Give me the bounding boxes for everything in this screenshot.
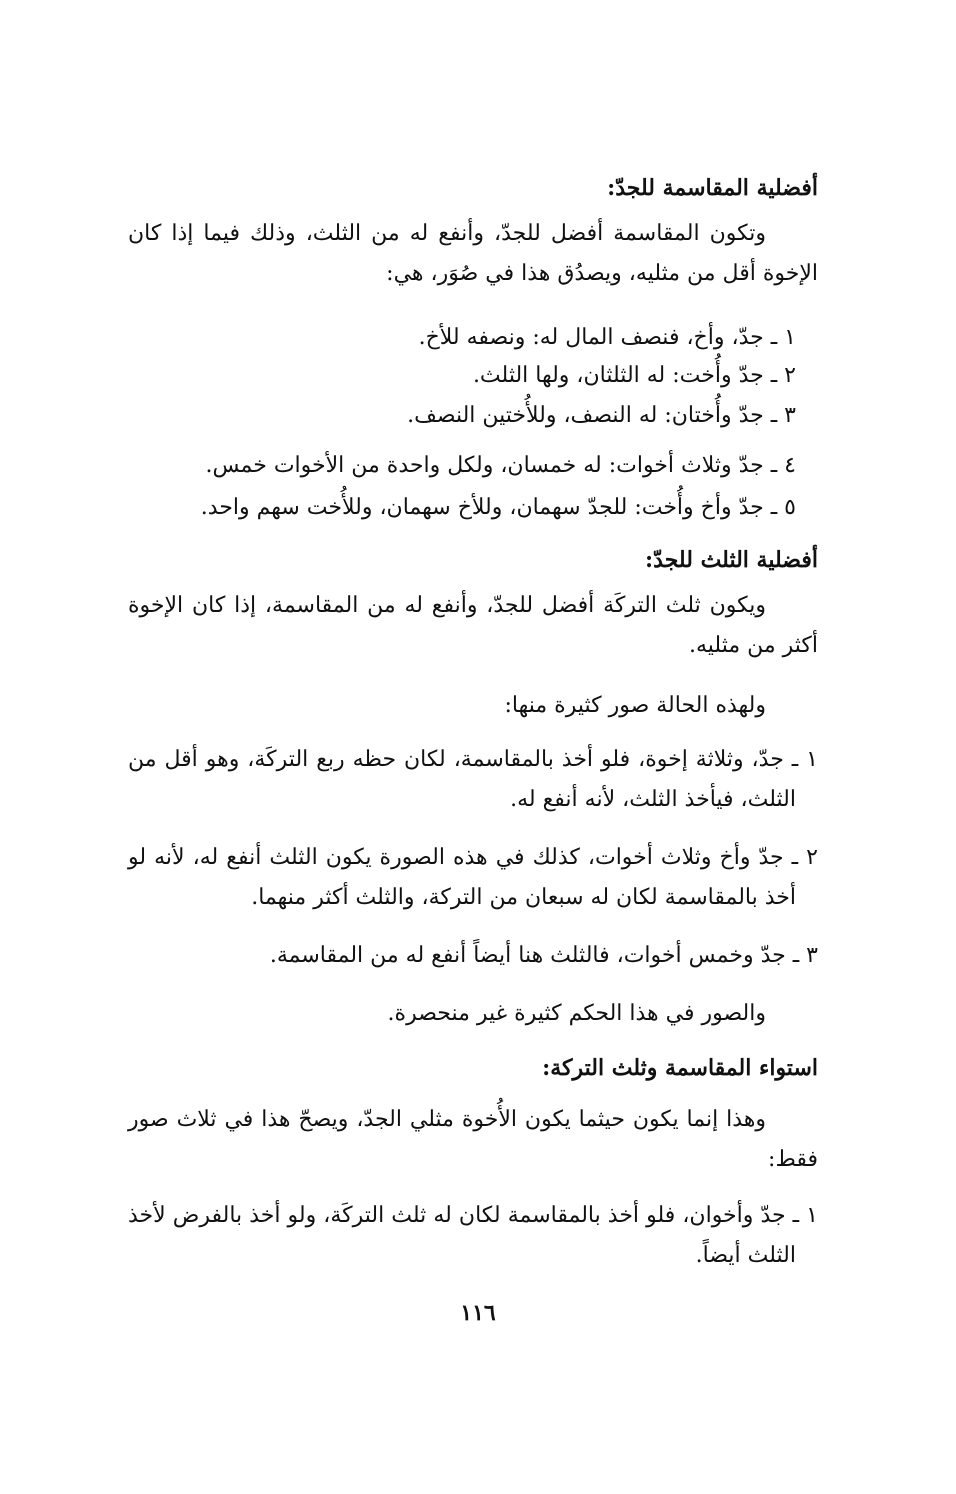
list-item: ٢ ـ جدّ وأُخت: له الثلثان، ولها الثلث. [472, 363, 796, 388]
paragraph-division-preferred: وتكون المقاسمة أفضل للجدّ، وأنفع له من الثلث، وذلك فيما إذا كان الإخوة أقل من مثليه، ويصدُق هذا في صُوَر، هي: [128, 221, 818, 286]
paragraph-lead: ولهذه الحالة صور كثيرة منها: [504, 693, 766, 718]
section-heading-equality: استواء المقاسمة وثلث التركة: [542, 1055, 818, 1081]
list-item: ٢ ـ جدّ وأخ وثلاث أخوات، كذلك في هذه الصورة يكون الثلث أنفع له، لأنه لو أخذ بالمقاسمة لكان له سبعان من التركة، والثلث أكثر منهما. [128, 845, 818, 910]
list-item: ٣ ـ جدّ وأُختان: له النصف، وللأُختين النصف. [407, 403, 796, 428]
list-item: ١ ـ جدّ، وأخ، فنصف المال له: ونصفه للأخ. [418, 325, 796, 350]
list-item: ١ ـ جدّ وأخوان، فلو أخذ بالمقاسمة لكان له ثلث التركَة، ولو أخذ بالفرض لأخذ الثلث أيضاً. [128, 1203, 818, 1268]
list-item: ٤ ـ جدّ وثلاث أخوات: له خمسان، ولكل واحدة من الأخوات خمس. [205, 453, 796, 478]
section-heading-division-preferred: أفضلية المقاسمة للجدّ: [607, 175, 818, 201]
list-item: ٣ ـ جدّ وخمس أخوات، فالثلث هنا أيضاً أنفع له من المقاسمة. [269, 943, 818, 968]
paragraph-equality: وهذا إنما يكون حيثما يكون الأُخوة مثلي الجدّ، ويصحّ هذا في ثلاث صور فقط: [128, 1107, 818, 1172]
page-number: ١١٦ [460, 1300, 496, 1326]
section-heading-third-preferred: أفضلية الثلث للجدّ: [645, 547, 818, 573]
list-item: ٥ ـ جدّ وأخ وأُخت: للجدّ سهمان، وللأخ سهمان، وللأُخت سهم واحد. [200, 495, 796, 520]
paragraph-closing: والصور في هذا الحكم كثيرة غير منحصرة. [387, 1001, 766, 1026]
list-item: ١ ـ جدّ، وثلاثة إخوة، فلو أخذ بالمقاسمة، لكان حظه ربع التركَة، وهو أقل من الثلث، فيأخذ الثلث، لأنه أنفع له. [128, 747, 818, 812]
paragraph-third-preferred: ويكون ثلث التركَة أفضل للجدّ، وأنفع له من المقاسمة، إذا كان الإخوة أكثر من مثليه. [128, 593, 818, 658]
